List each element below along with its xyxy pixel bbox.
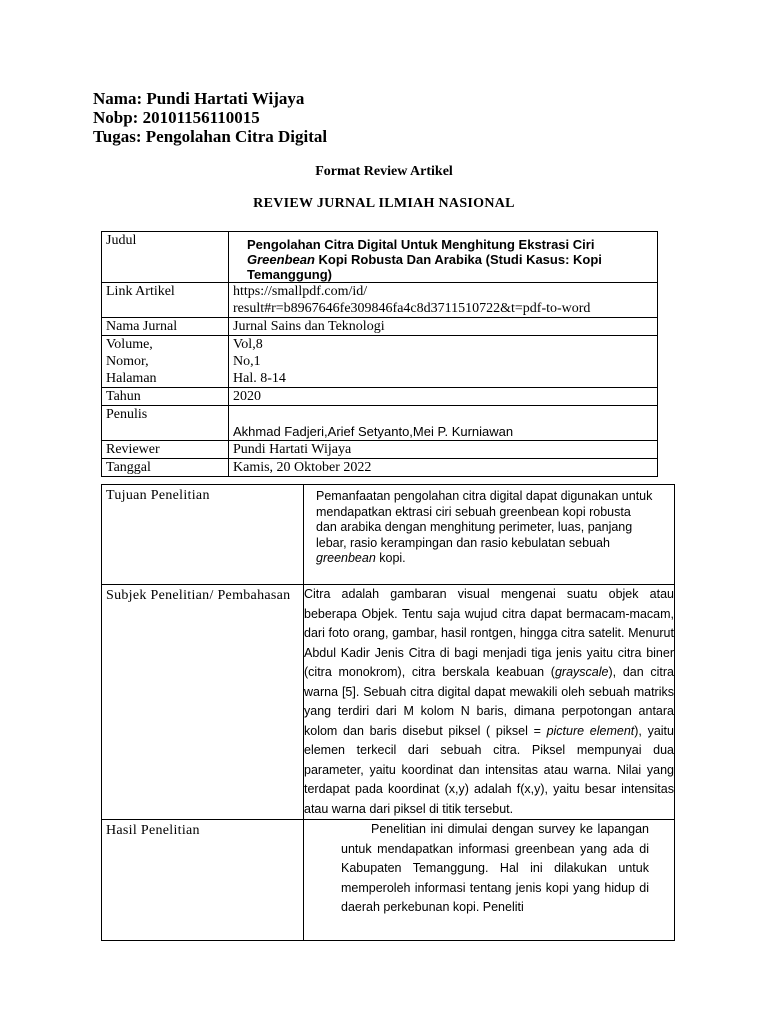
jurnal-label: Nama Jurnal: [102, 318, 229, 336]
subjek-label: Subjek Penelitian/ Pembahasan: [102, 585, 304, 820]
tujuan-text: Pemanfaatan pengolahan citra digital dapat digunakan untuk mendapatkan ektrasi ciri sebuah greenbean kopi robusta dan arabika dengan menghitung perimeter, luas, panjang lebar, rasio kerampingan dan rasio kebulatan sebuah: [316, 489, 653, 550]
table-row: [102, 283, 658, 318]
link-value[interactable]: [229, 283, 658, 318]
student-nobp: Nobp: 20101156110015: [93, 108, 260, 127]
student-header: [93, 89, 327, 146]
subjek-part2: ), dan citra warna [5]. Sebuah citra digital dapat mewakili oleh sebuah matriks yang terdiri dari M kolom N baris, dimana perpotongan antara kolom dan baris disebut piksel ( piksel =: [304, 665, 675, 738]
table-row: [102, 318, 658, 336]
judul-line1: Pengolahan Citra Digital Untuk Menghitung Ekstrasi Ciri: [247, 237, 595, 252]
nomor-label: Nomor,: [106, 354, 149, 369]
link-label: Link Artikel: [102, 283, 229, 318]
table-row: [102, 585, 675, 820]
tujuan-italic: greenbean: [316, 551, 376, 565]
assignment-title: Tugas: Pengolahan Citra Digital: [93, 127, 328, 146]
reviewer-label: Reviewer: [102, 441, 229, 459]
subjek-italic2: picture element: [546, 723, 635, 738]
halaman-value: Hal. 8-14: [233, 371, 286, 386]
review-title: REVIEW JURNAL ILMIAH NASIONAL: [253, 196, 515, 211]
volume-label: Volume,: [106, 337, 153, 352]
tahun-label: Tahun: [102, 388, 229, 406]
review-table: [101, 484, 675, 941]
volume-labels: [102, 336, 229, 388]
reviewer-value: Pundi Hartati Wijaya: [229, 441, 658, 459]
hasil-value: Penelitian ini dimulai dengan survey ke lapangan untuk mendapatkan informasi greenbean yang ada di Kabupaten Temanggung. Hal ini dilakukan untuk memperoleh informasi tentang jenis kopi yang hidup di daerah perkebunan kopi. Peneliti: [304, 820, 675, 941]
tanggal-value: Kamis, 20 Oktober 2022: [229, 459, 658, 477]
tujuan-end: kopi.: [375, 551, 406, 565]
table-row: [102, 388, 658, 406]
tujuan-label: Tujuan Penelitian: [102, 485, 304, 585]
table-row: [102, 232, 658, 283]
judul-label: Judul: [102, 232, 229, 283]
table-row: [102, 820, 675, 941]
link-line1: https://smallpdf.com/id/: [233, 284, 368, 299]
subjek-part1: Citra adalah gambaran visual mengenai suatu objek atau beberapa Objek. Tentu saja wujud citra dapat bermacam-macam, dari foto orang, gambar, hasil rontgen, hingga citra satelit. Menurut Abdul Kadir Jenis Citra di bagi menjadi tiga jenis yaitu citra biner (citra monokrom), citra berskala keabuan (: [304, 587, 674, 679]
volume-values: [229, 336, 658, 388]
table-row: [102, 441, 658, 459]
format-title: Format Review Artikel: [315, 164, 453, 179]
penulis-label: Penulis: [102, 406, 229, 441]
jurnal-value: Jurnal Sains dan Teknologi: [229, 318, 658, 336]
table-row: [102, 459, 658, 477]
subjek-italic1: grayscale: [554, 665, 609, 679]
subjek-part3: ), yaitu elemen terkecil dari sebuah citra. Piksel mempunyai dua parameter, yaitu koordinat dan intensitas atau warna. Nilai yang terdapat pada koordinat (x,y) adalah f(x,y), yaitu besar intensitas atau warna dari piksel di titik tersebut.: [304, 723, 674, 816]
table-row: [102, 406, 658, 441]
tanggal-label: Tanggal: [102, 459, 229, 477]
tujuan-value: [304, 485, 675, 585]
halaman-label: Halaman: [106, 371, 157, 386]
nomor-value: No,1: [233, 354, 261, 369]
penulis-value: Akhmad Fadjeri,Arief Setyanto,Mei P. Kurniawan: [229, 406, 658, 441]
table-row: [102, 336, 658, 388]
judul-line2: Kopi Robusta Dan Arabika (Studi Kasus: Kopi Temanggung): [247, 252, 602, 282]
student-name: Nama: Pundi Hartati Wijaya: [93, 89, 305, 108]
judul-italic: Greenbean: [247, 252, 315, 267]
tahun-value: 2020: [229, 388, 658, 406]
judul-value: [229, 232, 658, 283]
link-line2: result#r=b8967646fe309846fa4c8d3711510722&t=pdf-to-word: [233, 301, 591, 316]
subjek-value: [304, 585, 675, 820]
article-metadata-table: [101, 231, 658, 477]
volume-value: Vol,8: [233, 337, 263, 352]
table-row: [102, 485, 675, 585]
hasil-label: Hasil Penelitian: [102, 820, 304, 941]
